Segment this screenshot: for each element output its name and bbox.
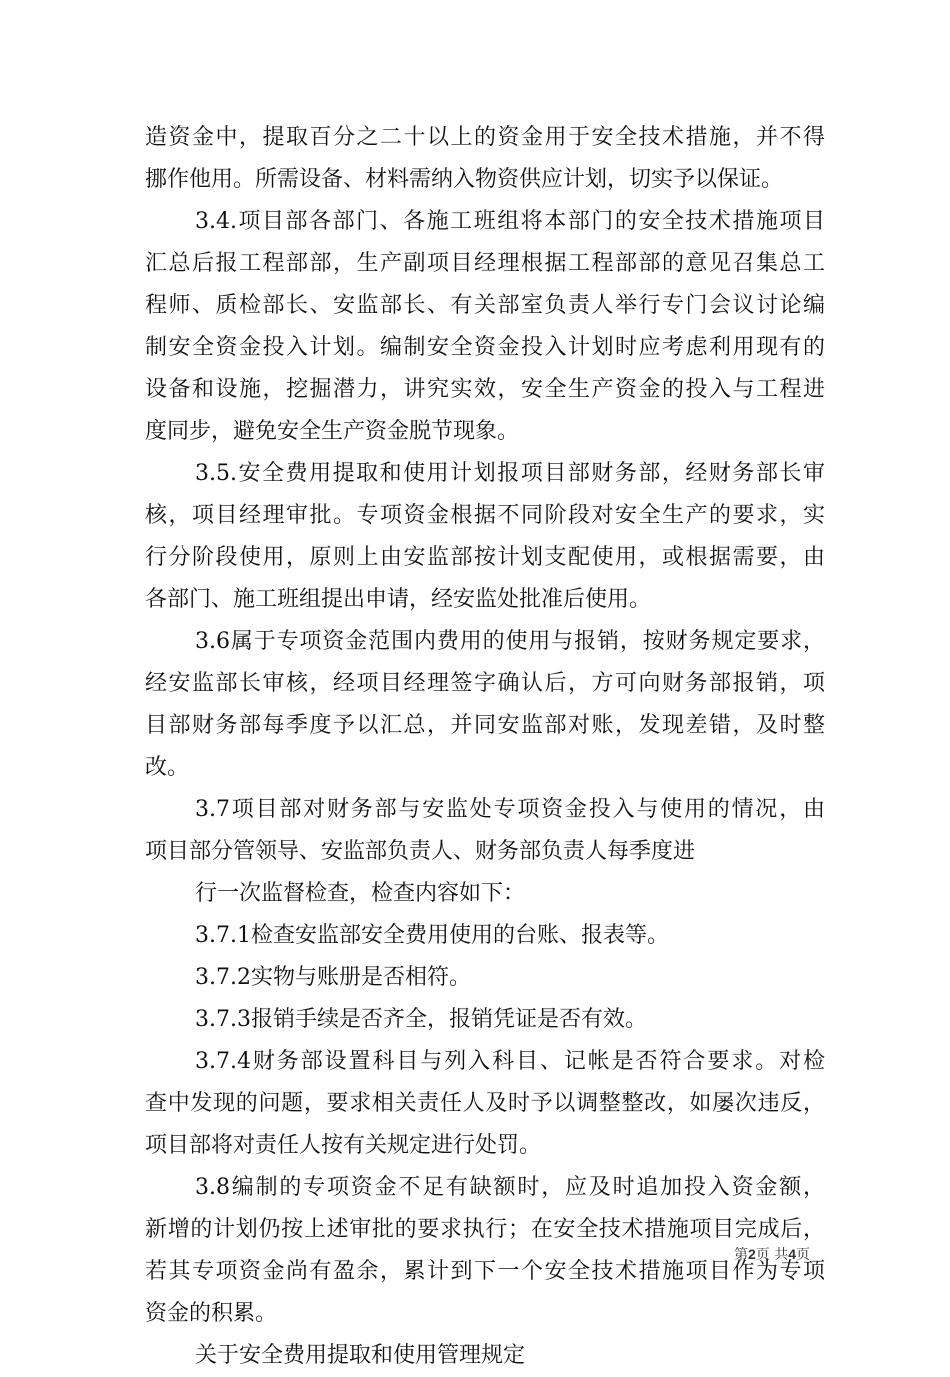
text-line: 3.7.4财务部设置科目与列入科目、记帐是否符合要求。对检 [195,1049,825,1074]
text-line: 3.7项目部对财务部与安监处专项资金投入与使用的情况，由 [195,797,825,822]
text-line: 行分阶段使用，原则上由安监部按计划支配使用，或根据需要，由 [145,545,825,570]
paragraph [145,789,825,873]
text-line: 3.6属于专项资金范围内费用的使用与报销，按财务规定要求， [195,629,825,654]
text-line: 挪作他用。所需设备、材料需纳入物资供应计划，切实予以保证。 [145,167,784,192]
paragraph [145,1041,825,1167]
text-line: 造资金中，提取百分之二十以上的资金用于安全技术措施，并不得 [145,125,825,150]
text-line: 3.7.1检查安监部安全费用使用的台账、报表等。 [195,923,669,948]
text-line: 制安全资金投入计划。编制安全资金投入计划时应考虑利用现有的 [145,335,825,360]
footer-prefix: 第 [733,1247,748,1263]
paragraph [145,957,825,999]
page-footer [0,1244,810,1264]
paragraph [145,873,825,915]
text-line: 改。 [145,755,190,780]
text-line: 资金的积累。 [145,1301,278,1326]
text-line: 行一次监督检查，检查内容如下： [195,881,526,906]
text-line: 关于安全费用提取和使用管理规定 [195,1343,526,1368]
paragraph [145,621,825,789]
text-line: 新增的计划仍按上述审批的要求执行；在安全技术措施项目完成后， [145,1217,825,1242]
paragraph [145,999,825,1041]
text-line: 汇总后报工程部部，生产副项目经理根据工程部部的意见召集总工 [145,251,825,276]
text-line: 经安监部长审核，经项目经理签字确认后，方可向财务部报销，项 [145,671,825,696]
paragraph [145,915,825,957]
current-page-number: 2 [747,1246,756,1262]
document-body [145,117,825,1377]
text-line: 3.4.项目部各部门、各施工班组将本部门的安全技术措施项目 [195,209,825,234]
text-line: 核，项目经理审批。专项资金根据不同阶段对安全生产的要求，实 [145,503,825,528]
paragraph [145,201,825,453]
text-line: 3.7.2实物与账册是否相符。 [195,965,471,990]
text-line: 目部财务部每季度予以汇总，并同安监部对账，发现差错，及时整 [145,713,825,738]
paragraph [145,117,825,201]
paragraph [145,1335,825,1377]
text-line: 若其专项资金尚有盈余，累计到下一个安全技术措施项目作为专项 [145,1259,825,1284]
text-line: 项目部分管领导、安监部负责人、财务部负责人每季度进 [145,839,696,864]
text-line: 程师、质检部长、安监部长、有关部室负责人举行专门会议讨论编 [145,293,825,318]
text-line: 3.5.安全费用提取和使用计划报项目部财务部，经财务部长审 [195,461,825,486]
total-pages-number: 4 [788,1246,796,1262]
paragraph [145,453,825,621]
text-line: 3.8编制的专项资金不足有缺额时，应及时追加投入资金额， [195,1175,825,1200]
footer-suffix: 页 [796,1247,810,1263]
text-line: 项目部将对责任人按有关规定进行处罚。 [145,1133,542,1158]
text-line: 查中发现的问题，要求相关责任人及时予以调整整改，如屡次违反， [145,1091,825,1116]
text-line: 3.7.3报销手续是否齐全，报销凭证是否有效。 [195,1007,647,1032]
text-line: 度同步，避免安全生产资金脱节现象。 [145,419,520,444]
text-line: 设备和设施，挖掘潜力，讲究实效，安全生产资金的投入与工程进 [145,377,825,402]
footer-middle: 页 共 [755,1247,789,1263]
text-line: 各部门、施工班组提出申请，经安监处批准后使用。 [145,587,652,612]
